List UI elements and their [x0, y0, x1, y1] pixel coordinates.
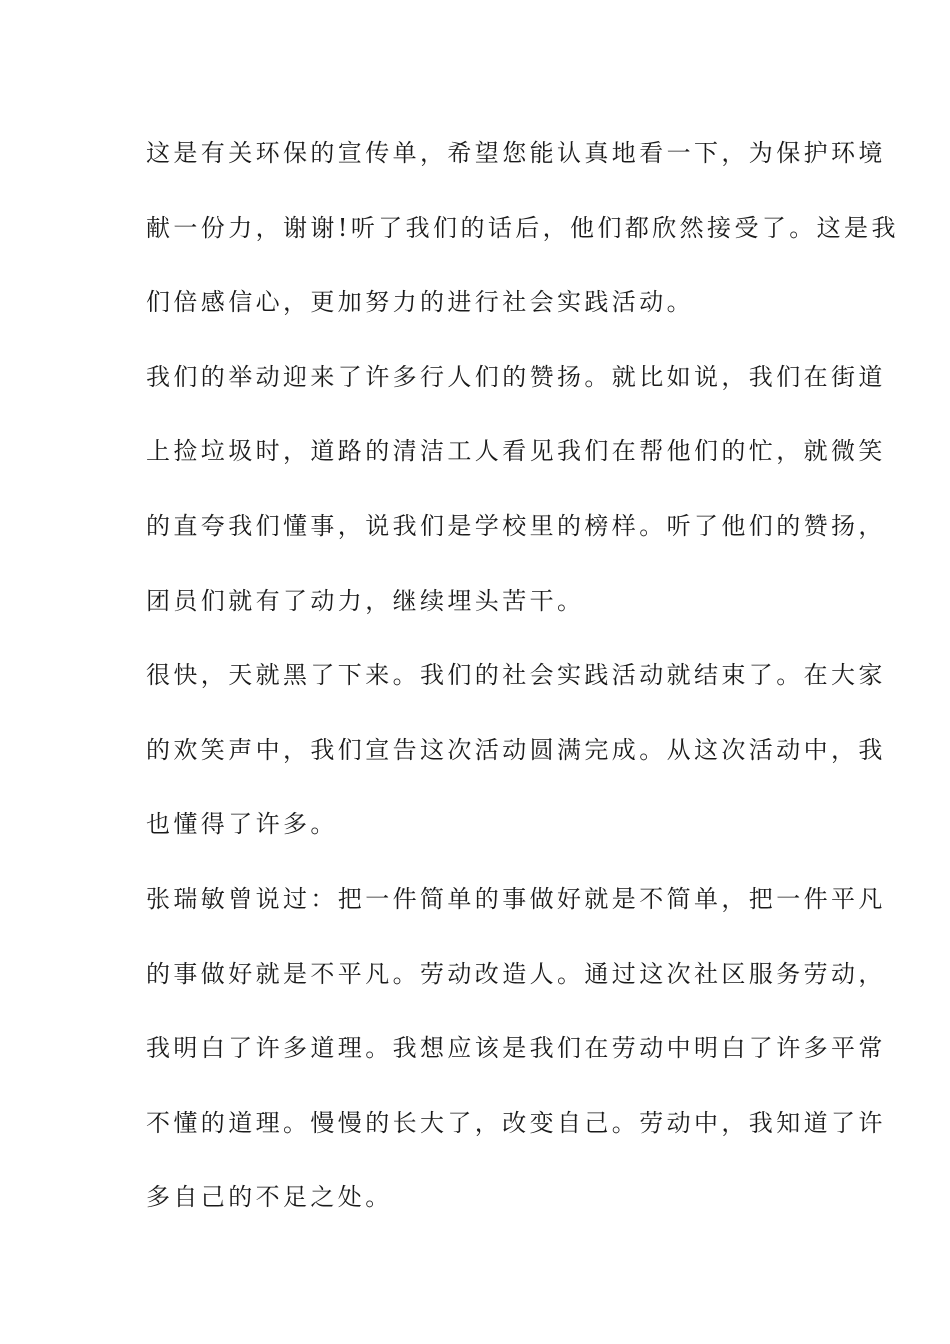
- text-line: 很快，天就黑了下来。我们的社会实践活动就结束了。在大家: [146, 661, 886, 690]
- text-line: 不懂的道理。慢慢的长大了，改变自己。劳动中，我知道了许: [146, 1108, 886, 1137]
- text-line: 我明白了许多道理。我想应该是我们在劳动中明白了许多平常: [146, 1034, 886, 1063]
- body-text: [146, 128, 899, 1247]
- text-line: 的事做好就是不平凡。劳动改造人。通过这次社区服务劳动，: [146, 959, 886, 988]
- text-line: 张瑞敏曾说过：把一件简单的事做好就是不简单，把一件平凡: [146, 884, 886, 913]
- text-line: 的直夸我们懂事，说我们是学校里的榜样。听了他们的赞扬，: [146, 511, 886, 540]
- text-line: 我们的举动迎来了许多行人们的赞扬。就比如说，我们在街道: [146, 362, 886, 391]
- text-line: 多自己的不足之处。: [146, 1183, 393, 1212]
- text-line: 们倍感信心，更加努力的进行社会实践活动。: [146, 288, 694, 317]
- text-line: 也懂得了许多。: [146, 810, 338, 839]
- text-line: 的欢笑声中，我们宣告这次活动圆满完成。从这次活动中，我: [146, 735, 886, 764]
- text-line: 团员们就有了动力，继续埋头苦干。: [146, 586, 585, 615]
- text-line: 上捡垃圾时，道路的清洁工人看见我们在帮他们的忙，就微笑: [146, 437, 886, 466]
- text-line: 这是有关环保的宣传单，希望您能认真地看一下，为保护环境: [146, 139, 886, 167]
- text-line: 献一份力，谢谢!听了我们的话后，他们都欣然接受了。这是我: [146, 213, 899, 242]
